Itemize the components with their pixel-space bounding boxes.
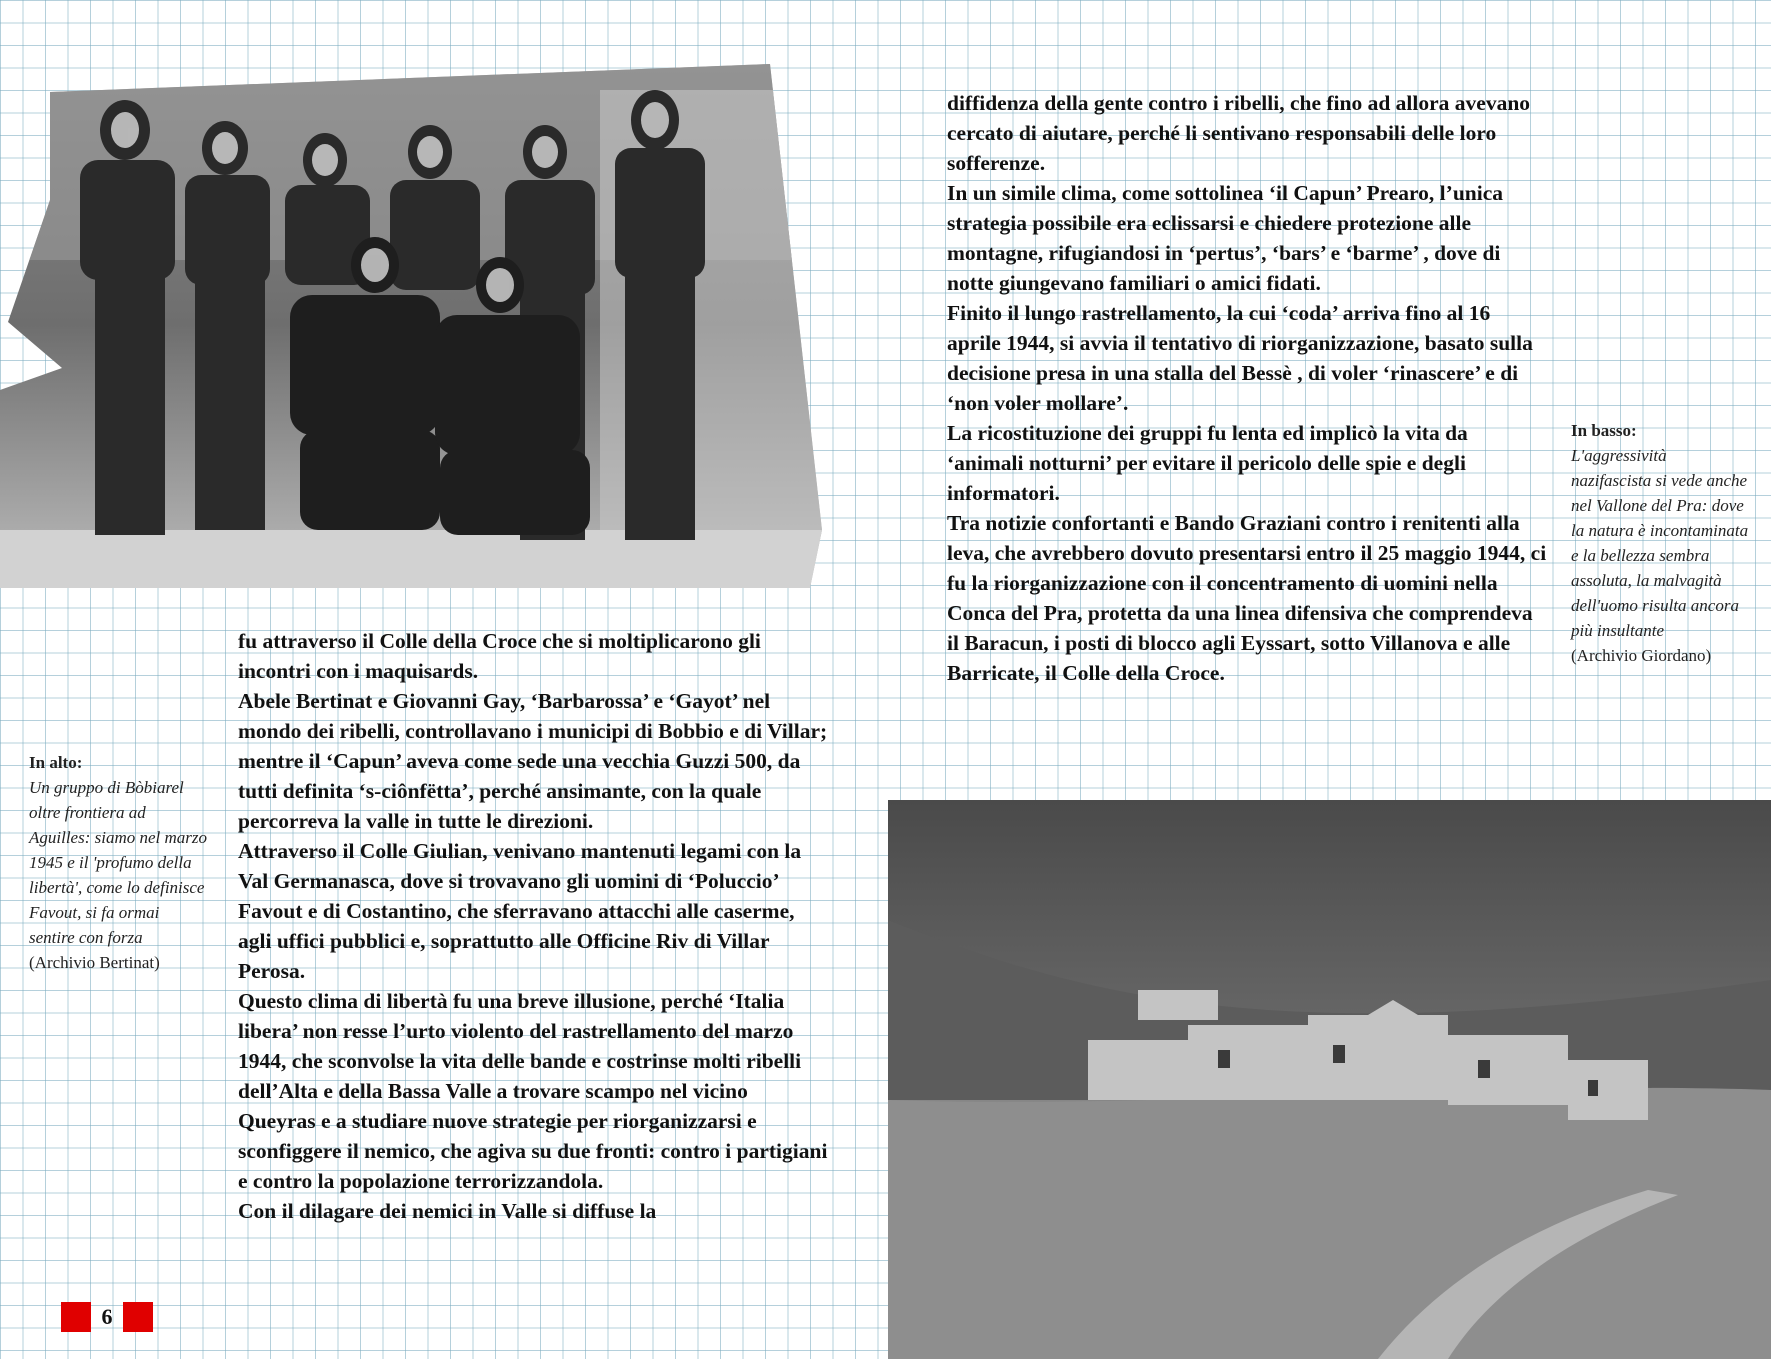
caption-credit: (Archivio Giordano) <box>1571 646 1712 665</box>
caption-top-photo <box>29 750 209 975</box>
paragraph: In un simile clima, come sottolinea ‘il Capun’ Prearo, l’unica strategia possibile era eclissarsi e chiedere protezione alle montagne, rifugiandosi in ‘pertus’, ‘bars’ e ‘barme’ , dove di notte giungevano familiari o amici fidati. <box>947 181 1503 295</box>
paragraph: Tra notizie confortanti e Bando Graziani contro i renitenti alla leva, che avrebbero dovuto presentarsi entro il 25 maggio 1944, ci fu la riorganizzazione con il concentramento di uomini nella Conca del Pra, protetta da una linea difensiva che comprendeva il Baracun, i posti di blocco agli Eyssart, sotto Villanova e alle Barricate, il Colle della Croce. <box>947 511 1547 685</box>
village-ruins-photo <box>888 800 1771 1359</box>
paragraph: Con il dilagare dei nemici in Valle si diffuse la <box>238 1199 657 1223</box>
paragraph: diffidenza della gente contro i ribelli, che fino ad allora avevano cercato di aiutare, perché li sentivano responsabili delle loro sofferenze. <box>947 91 1531 175</box>
body-text-right-column <box>947 88 1547 688</box>
caption-body: L'aggressività nazifascista si vede anche nel Vallone del Pra: dove la natura è incontaminata e la bellezza sembra assoluta, la malvagità dell'uomo risulta ancora più insultante <box>1571 446 1749 640</box>
red-square-left-icon <box>61 1302 91 1332</box>
group-photo <box>0 60 830 590</box>
page-number: 6 <box>101 1304 113 1329</box>
caption-body: Un gruppo di Bòbiarel oltre frontiera ad Aguilles: siamo nel marzo 1945 e il 'profumo della libertà', come lo definisce Favout, si fa ormai sentire con forza <box>29 778 208 947</box>
page-footer <box>61 1302 153 1332</box>
paragraph: La ricostituzione dei gruppi fu lenta ed implicò la vita da ‘animali notturni’ per evitare il pericolo delle spie e degli informatori. <box>947 421 1468 505</box>
caption-heading: In alto: <box>29 753 83 772</box>
body-text-left-column <box>238 626 828 1226</box>
caption-credit: (Archivio Bertinat) <box>29 953 160 972</box>
paragraph: fu attraverso il Colle della Croce che si moltiplicarono gli incontri con i maquisards. <box>238 629 761 683</box>
caption-heading: In basso: <box>1571 421 1637 440</box>
paragraph: Abele Bertinat e Giovanni Gay, ‘Barbarossa’ e ‘Gayot’ nel mondo dei ribelli, controllavano i municipi di Bobbio e di Villar; mentre il ‘Capun’ aveva come sede una vecchia Guzzi 500, da tutti definita ‘s-ciônfëtta’, perché ansimante, con la quale percorreva la valle in tutte le direzioni. <box>238 689 828 833</box>
red-square-right-icon <box>123 1302 153 1332</box>
paragraph: Questo clima di libertà fu una breve illusione, perché ‘Italia libera’ non resse l’urto violento del rastrellamento del marzo 1944, che sconvolse la vita delle bande e costrinse molti ribelli dell’Alta e della Bassa Valle a trovare scampo nel vicino Queyras e a studiare nuove strategie per riorganizzarsi e sconfiggere il nemico, che agiva su due fronti: contro i partigiani e contro la popolazione terrorizzandola. <box>238 989 828 1193</box>
paragraph: Finito il lungo rastrellamento, la cui ‘coda’ arriva fino al 16 aprile 1944, si avvia il tentativo di riorganizzazione, basato sulla decisione presa in una stalla del Bessè , di voler ‘rinascere’ e di ‘non voler mollare’. <box>947 301 1533 415</box>
paragraph: Attraverso il Colle Giulian, venivano mantenuti legami con la Val Germanasca, dove si trovavano gli uomini di ‘Poluccio’ Favout e di Costantino, che sferravano attacchi alle caserme, agli uffici pubblici e, soprattutto alle Officine Riv di Villar Perosa. <box>238 839 802 983</box>
caption-bottom-photo <box>1571 418 1751 668</box>
